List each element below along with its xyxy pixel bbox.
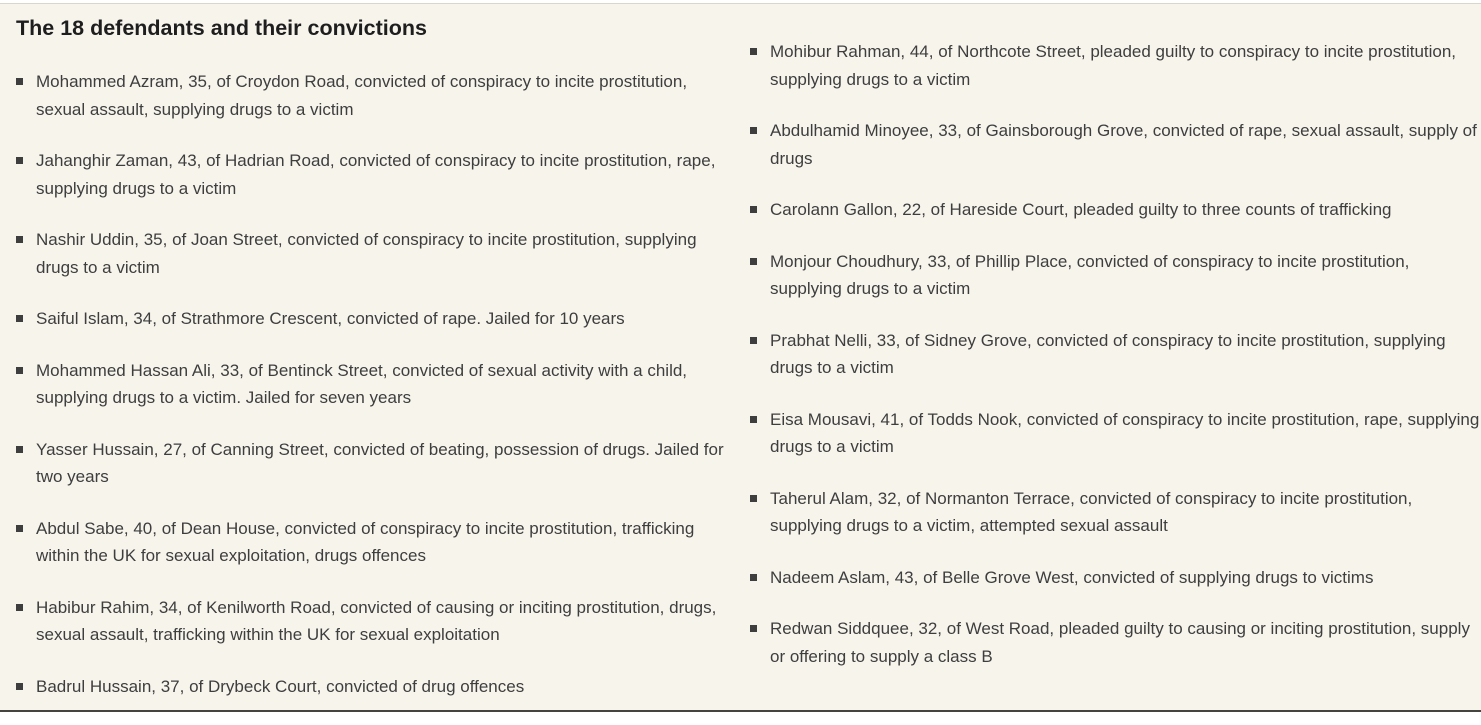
defendant-list-right — [748, 38, 1481, 670]
defendant-entry: Eisa Mousavi, 41, of Todds Nook, convicted of conspiracy to incite prostitution, rape, supplying drugs to a victim — [770, 409, 1480, 456]
list-item — [14, 436, 730, 491]
defendant-entry: Mohammed Hassan Ali, 33, of Bentinck Street, convicted of sexual activity with a child, supplying drugs to a victim. Jailed for seven years — [36, 360, 688, 407]
square-bullet-icon — [16, 367, 23, 374]
square-bullet-icon — [750, 48, 757, 55]
defendant-entry: Redwan Siddquee, 32, of West Road, pleaded guilty to causing or inciting prostitution, supply or offering to supply a class B — [770, 619, 1470, 666]
list-item — [748, 327, 1481, 382]
defendant-entry: Nadeem Aslam, 43, of Belle Grove West, convicted of supplying drugs to victims — [770, 567, 1374, 587]
square-bullet-icon — [750, 258, 757, 265]
list-item — [748, 485, 1481, 540]
list-item — [748, 564, 1481, 592]
list-item — [14, 68, 730, 123]
defendant-entry: Prabhat Nelli, 33, of Sidney Grove, convicted of conspiracy to incite prostitution, supplying drugs to a victim — [770, 330, 1446, 377]
square-bullet-icon — [750, 206, 757, 213]
list-item — [14, 305, 730, 333]
defendant-entry: Abdulhamid Minoyee, 33, of Gainsborough Grove, convicted of rape, sexual assault, supply of drugs — [770, 121, 1477, 168]
square-bullet-icon — [16, 683, 23, 690]
list-item — [748, 615, 1481, 670]
list-item — [14, 357, 730, 412]
square-bullet-icon — [16, 157, 23, 164]
square-bullet-icon — [16, 446, 23, 453]
list-item — [14, 226, 730, 281]
defendant-entry: Monjour Choudhury, 33, of Phillip Place, convicted of conspiracy to incite prostitution, supplying drugs to a victim — [770, 251, 1410, 298]
defendant-entry: Yasser Hussain, 27, of Canning Street, convicted of beating, possession of drugs. Jailed for two years — [36, 439, 724, 486]
list-item — [14, 594, 730, 649]
defendant-entry: Mohibur Rahman, 44, of Northcote Street, pleaded guilty to conspiracy to incite prostitution, supplying drugs to a victim — [770, 42, 1457, 89]
square-bullet-icon — [750, 337, 757, 344]
list-item — [748, 406, 1481, 461]
defendant-list-left — [14, 68, 730, 700]
defendant-entry: Habibur Rahim, 34, of Kenilworth Road, convicted of causing or inciting prostitution, drugs, sexual assault, trafficking within the UK for sexual exploitation — [36, 597, 717, 644]
defendant-entry: Saiful Islam, 34, of Strathmore Crescent, convicted of rape. Jailed for 10 years — [36, 309, 625, 328]
defendant-entry: Taherul Alam, 32, of Normanton Terrace, convicted of conspiracy to incite prostitution, supplying drugs to a victim, attempted sexual assault — [770, 488, 1413, 535]
list-item — [748, 248, 1481, 303]
page-title: The 18 defendants and their convictions — [16, 16, 427, 40]
list-item — [14, 515, 730, 570]
list-item — [14, 147, 730, 202]
square-bullet-icon — [750, 416, 757, 423]
defendants-infobox — [0, 3, 1481, 712]
square-bullet-icon — [16, 236, 23, 243]
defendant-entry: Badrul Hussain, 37, of Drybeck Court, convicted of drug offences — [36, 676, 525, 696]
square-bullet-icon — [750, 127, 757, 134]
square-bullet-icon — [16, 78, 23, 85]
list-item — [748, 117, 1481, 172]
square-bullet-icon — [16, 604, 23, 611]
square-bullet-icon — [750, 574, 757, 581]
defendant-entry: Jahanghir Zaman, 43, of Hadrian Road, convicted of conspiracy to incite prostitution, rape, supplying drugs to a victim — [36, 151, 716, 198]
list-item — [14, 673, 730, 701]
square-bullet-icon — [16, 315, 23, 322]
list-item — [748, 196, 1481, 224]
square-bullet-icon — [16, 525, 23, 532]
defendant-entry: Mohammed Azram, 35, of Croydon Road, convicted of conspiracy to incite prostitution, sexual assault, supplying drugs to a victim — [36, 72, 688, 119]
square-bullet-icon — [750, 625, 757, 632]
defendant-entry: Nashir Uddin, 35, of Joan Street, convicted of conspiracy to incite prostitution, supplying drugs to a victim — [36, 230, 697, 277]
left-column — [14, 4, 730, 712]
defendant-entry: Carolann Gallon, 22, of Hareside Court, pleaded guilty to three counts of trafficking — [770, 200, 1392, 219]
list-item — [748, 38, 1481, 93]
square-bullet-icon — [750, 495, 757, 502]
right-column — [730, 4, 1481, 694]
two-column-layout — [0, 4, 1481, 712]
defendant-entry: Abdul Sabe, 40, of Dean House, convicted of conspiracy to incite prostitution, trafficking within the UK for sexual exploitation, drugs offences — [36, 518, 695, 565]
